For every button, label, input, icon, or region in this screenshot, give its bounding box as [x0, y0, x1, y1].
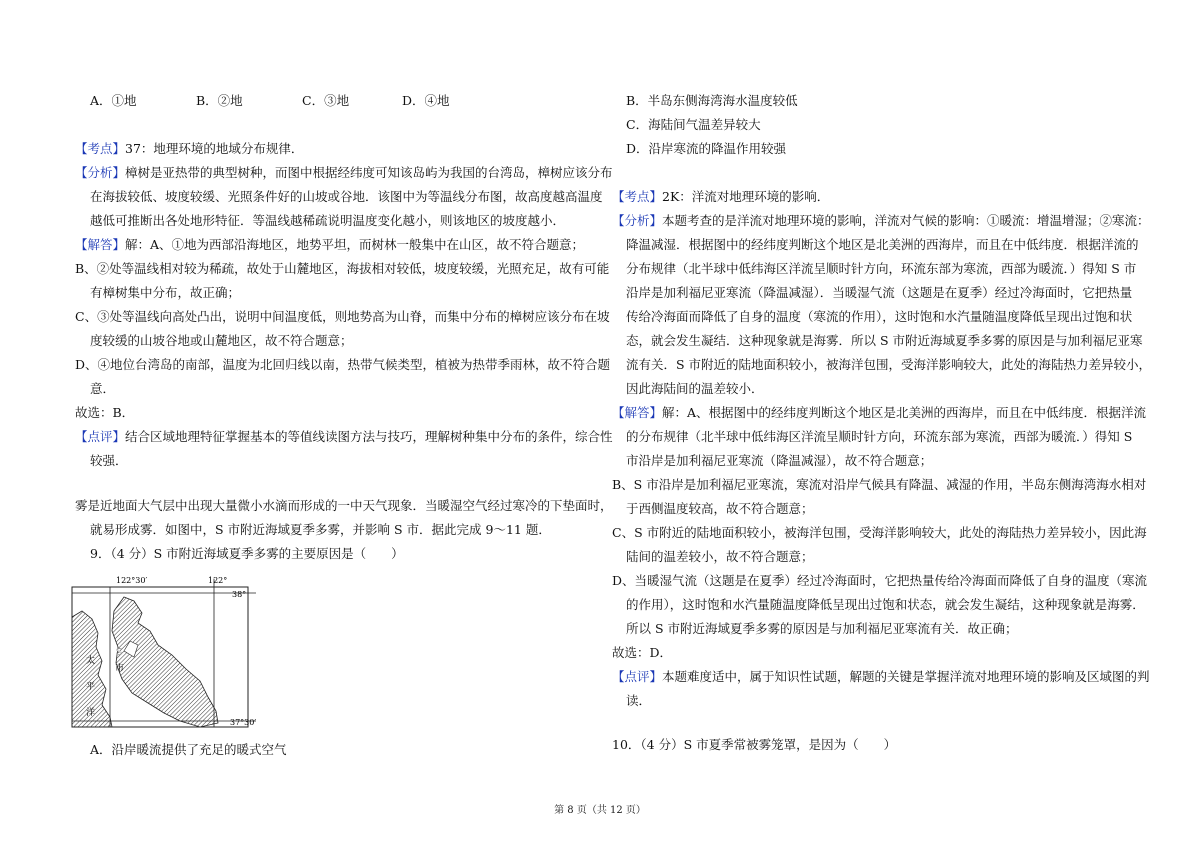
q9-option-d: D．沿岸寒流的降温作用较强: [626, 141, 787, 156]
dianping-line-1: [75, 425, 613, 449]
jieda-line-1: [612, 401, 1146, 425]
jieda-tag: 【解答】: [612, 405, 663, 420]
city-s-label: S: [116, 648, 123, 658]
jieda-line-5: 度较缓的山坡谷地或山麓地区，故不符合题意；: [90, 333, 353, 348]
jieda-line-5: 于西侧温度较高，故不符合题意；: [626, 501, 814, 516]
fenxi-line-1: [75, 161, 613, 185]
fenxi-line-2: 在海拔较低、坡度较缓、光照条件好的山坡或谷地．该图中为等温线分布图，故高度越高温度: [90, 189, 603, 204]
q8-option-c: C．③地: [302, 93, 350, 108]
jieda-line-3: 有樟树集中分布，故正确；: [90, 285, 241, 300]
intro-line-2: 就易形成雾．如图中，S 市附近海域夏季多雾，并影响 S 市．据此完成 9～11 题．: [90, 522, 551, 537]
fenxi-tag: 【分析】: [612, 213, 663, 228]
jieda-line-10: 所以 S 市附近海域夏季多雾的原因是与加利福尼亚寒流有关．故正确；: [626, 621, 1018, 636]
q9-option-a: A．沿岸暖流提供了充足的暖式空气: [90, 742, 287, 757]
question-9: 9．（4 分）S 市附近海域夏季多雾的主要原因是（ ）: [90, 546, 404, 561]
fenxi-text: 樟树是亚热带的典型树种，而图中根据经纬度可知该岛屿为我国的台湾岛，樟树应该分布: [125, 165, 613, 180]
ocean-label-2: 平: [86, 682, 96, 692]
kaodian-text: 37：地理环境的地域分布规律．: [125, 141, 304, 156]
jieda-line-6: C、S 市附近的陆地面积较小，被海洋包围，受海洋影响较大，此处的海陆热力差异较小，因此海: [612, 525, 1147, 540]
q8-option-a: A．①地: [90, 93, 137, 108]
dianping-tag: 【点评】: [612, 669, 663, 684]
jieda-line-2: B、②处等温线相对较为稀疏，故处于山麓地区，海拔相对较低，坡度较缓，光照充足，故有可能: [75, 261, 610, 276]
ocean-label-3: 洋: [86, 708, 96, 718]
q8-options: [90, 89, 450, 113]
jieda-line-8: D、当暖湿气流（这题是在夏季）经过冷海面时，它把热量传给冷海面而降低了自身的温度（寒流: [612, 573, 1148, 588]
lon-label-1: 122°30′: [116, 576, 148, 585]
page-footer: 第 8 页（共 12 页）: [554, 805, 646, 816]
fenxi-line-2: 降温减湿．根据图中的经纬度判断这个地区是北美洲的西海岸，而且在中低纬度．根据洋流的: [626, 237, 1139, 252]
fenxi-line-3: 分布规律（北半球中低纬海区洋流呈顺时针方向，环流东部为寒流，西部为暖流．）得知 S 市: [626, 261, 1137, 276]
jieda-answer: 故选：B．: [75, 405, 135, 420]
question-10: 10．（4 分）S 市夏季常被雾笼罩，是因为（ ）: [612, 737, 897, 752]
jieda-line-4: B、S 市沿岸是加利福尼亚寒流，寒流对沿岸气候具有降温、减湿的作用，半岛东侧海湾海水相对: [612, 477, 1147, 492]
dianping-text: 结合区域地理特征掌握基本的等值线读图方法与技巧，理解树种集中分布的条件，综合性: [125, 429, 613, 444]
jieda-text: 解：A、①地为西部沿海地区，地势平坦，而树林一般集中在山区，故不符合题意；: [125, 237, 585, 252]
jieda-text: 解：A、根据图中的经纬度判断这个地区是北美洲的西海岸，而且在中低纬度．根据洋流: [662, 405, 1147, 420]
jieda-line-2: 的分布规律（北半球中低纬海区洋流呈顺时针方向，环流东部为寒流，西部为暖流．）得知 S: [626, 429, 1133, 444]
lat-label-2: 37°30′: [230, 718, 257, 727]
fenxi-line-7: 流有关．S 市附近的陆地面积较小，被海洋包围，受海洋影响较大，此处的海陆热力差异较小，: [626, 357, 1152, 372]
q9-option-b: B．半岛东侧海湾海水温度较低: [626, 93, 798, 108]
jieda-line-6: D、④地位台湾岛的南部，温度为北回归线以南，热带气候类型，植被为热带季雨林，故不符合题: [75, 357, 611, 372]
kaodian-text: 2K：洋流对地理环境的影响．: [662, 189, 830, 204]
jieda-line-9: 的作用），这时饱和水汽量随温度降低呈现出过饱和状态，就会发生凝结，这种现象就是海雾．: [626, 597, 1145, 612]
fenxi-line-6: 态，就会发生凝结．这种现象就是海雾．所以 S 市附近海域夏季多雾的原因是与加利福尼亚寒: [626, 333, 1143, 348]
dianping-tag: 【点评】: [75, 429, 126, 444]
q8-option-d: D．④地: [402, 93, 450, 108]
lat-label-1: 38°: [232, 590, 247, 599]
jieda-answer: 故选：D．: [612, 645, 673, 660]
jieda-line-4: C、③处等温线向高处凸出，说明中间温度低，则地势高为山脊，而集中分布的樟树应该分布在坡: [75, 309, 610, 324]
peninsula-landmass: [112, 597, 218, 727]
intro-line-1: 雾是近地面大气层中出现大量微小水滴而形成的一中天气现象．当暖湿空气经过寒冷的下垫面时，: [75, 498, 613, 513]
city-label: 市: [115, 664, 125, 674]
dianping-line-1: [612, 665, 1150, 689]
jieda-line-7: 陆间的温差较小，故不符合题意；: [626, 549, 814, 564]
jieda-line-1: [75, 233, 584, 257]
jieda-tag: 【解答】: [75, 237, 126, 252]
fenxi-line-1: [612, 209, 1150, 233]
q9-option-c: C．海陆间气温差异较大: [626, 117, 761, 132]
ocean-label-1: 太: [86, 656, 96, 666]
dianping-line-2: 较强．: [90, 453, 128, 468]
lon-label-2: 122°: [208, 576, 228, 585]
fog-region-map: [68, 571, 258, 731]
dianping-line-2: 读．: [626, 693, 652, 708]
fenxi-line-4: 沿岸是加利福尼亚寒流（降温减湿）．当暖湿气流（这题是在夏季）经过冷海面时，它把热量: [626, 285, 1133, 300]
fenxi-tag: 【分析】: [75, 165, 126, 180]
kaodian-tag: 【考点】: [612, 189, 663, 204]
kaodian-tag: 【考点】: [75, 141, 126, 156]
kaodian-line: [612, 185, 829, 209]
kaodian-line: [75, 137, 303, 161]
fenxi-line-8: 因此海陆间的温差较小．: [626, 381, 764, 396]
fenxi-line-3: 越低可推断出各处地形特征．等温线越稀疏说明温度变化越小，则该地区的坡度越小．: [90, 213, 566, 228]
fenxi-line-5: 传给冷海面而降低了自身的温度（寒流的作用），这时饱和水汽量随温度降低呈现出过饱和状: [626, 309, 1133, 324]
jieda-line-7: 意．: [90, 381, 116, 396]
q8-option-b: B．②地: [196, 93, 243, 108]
dianping-text: 本题难度适中，属于知识性试题，解题的关键是掌握洋流对地理环境的影响及区域图的判: [662, 669, 1150, 684]
fenxi-text: 本题考查的是洋流对地理环境的影响，洋流对气候的影响：①暖流：增温增湿；②寒流：: [662, 213, 1150, 228]
jieda-line-3: 市沿岸是加利福尼亚寒流（降温减湿），故不符合题意；: [626, 453, 933, 468]
